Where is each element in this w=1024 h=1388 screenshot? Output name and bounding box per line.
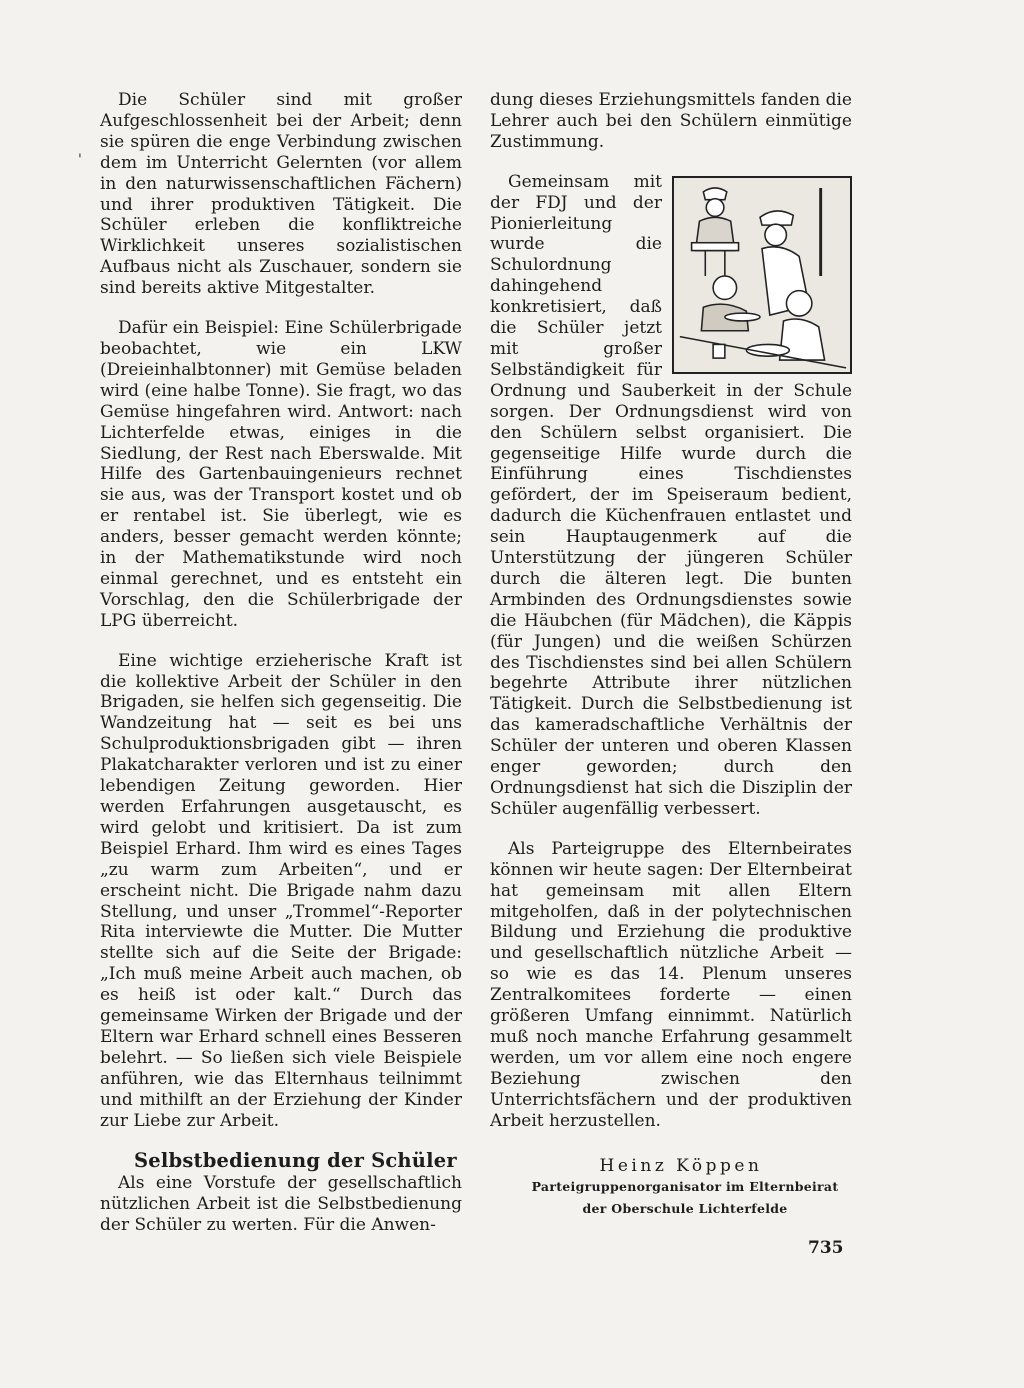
section-heading: Selbstbedienung der Schüler [134,1148,457,1172]
right-column [490,90,852,1220]
author-role-line1: Parteigruppenorganisator im Elternbeirat [531,1179,839,1195]
paragraph-with-figure-block [490,172,852,820]
illustration-table-service [672,176,852,374]
paragraph-brigade: Eine wichtige erzieherische Kraft ist die kollektive Arbeit der Schüler in den Brigaden, sie helfen sich gegenseitig. Die Wandzeitung hat — seit es bei uns Schulproduktionsbrigaden gibt — ihren Plakatcharakter verloren und ist zu einer lebendigen Zeitung geworden. Hier werden Erfahrungen ausgetauscht, es wird gelobt und kritisiert. Da ist zum Beispiel Erhard. Ihm wird es eines Tages „zu warm zum Arbeiten“, und er erscheint nicht. Die Brigade nahm dazu Stellung, und unser „Trommel“-Reporter Rita interviewte die Mutter. Die Mutter stellte sich auf die Seite der Brigade: „Ich muß meine Arbeit auch machen, ob es heiß ist oder kalt.“ Durch das gemeinsame Wirken der Brigade und der Eltern war Erhard schnell eines Besseren belehrt. — So ließen sich viele Beispiele anführen, wie das Elternhaus teilnimmt und mithilft an der Erziehung der Kinder zur Liebe zur Arbeit. [100,650,462,1131]
paragraph-example: Dafür ein Beispiel: Eine Schülerbrigade beobachtet, wie ein LKW (Dreieinhalbtonner) mit Gemüse beladen wird (eine halbe Tonne). Sie fragt, wo das Gemüse hingefahren wird. Antwort: nach Lichterfelde etwas, einiges in die Siedlung, der Rest nach Eberswalde. Mit Hilfe des Gartenbauingenieurs rechnet sie aus, was der Transport kostet und ob er rentabel ist. Sie überlegt, wie es anders, besser gemacht werden könnte; in der Mathematikstunde wird noch einmal gerechnet, und es entsteht ein Vorschlag, den die Schülerbrigade der LPG überreicht. [100,318,462,631]
author-role-line2: der Oberschule Lichterfelde [582,1201,788,1217]
paragraph-self-service: Als eine Vorstufe der gesellschaftlich nützlichen Arbeit ist die Selbstbedienung der Schüler zu werten. Für die Anwen- [100,1173,462,1236]
illustration-drawing [674,178,850,372]
author-name: Heinz Köppen [599,1155,763,1176]
left-column [100,90,462,1236]
margin-mark: ' [78,152,82,168]
page-number: 735 [808,1238,844,1258]
paragraph-order-service: Gemeinsam mit der FDJ und der Pionierleitung wurde die Schulordnung dahingehend konkretisiert, daß die Schüler jetzt mit großer Selbständigkeit für Ordnung und Sauberkeit in der Schule sorgen. Der Ordnungsdienst wird von den Schülern selbst organisiert. Die gegenseitige Hilfe wurde durch die Einführung eines Tischdienstes gefördert, der im Speiseraum bedient, dadurch die Küchenfrauen entlastet und sein Hauptaugenmerk auf die Unterstützung der jüngeren Schüler durch die älteren legt. Die bunten Armbinden des Ordnungsdienstes sowie die Häubchen (für Mädchen), die Käppis (für Jungen) und die weißen Schürzen des Tischdienstes sind bei allen Schülern begehrte Attribute ihrer nützlichen Tätigkeit. Durch die Selbstbedienung ist das kameradschaftliche Verhältnis der Schüler der unteren und oberen Klassen enger geworden; durch den Ordnungsdienst hat sich die Disziplin der Schüler augenfällig verbessert. [490,171,852,819]
paragraph-intro: Die Schüler sind mit großer Aufgeschlossenheit bei der Arbeit; denn sie spüren die enge Verbindung zwischen dem im Unterricht Gelernten (vor allem in den naturwissenschaftlichen Fächern) und ihrer produktiven Tätigkeit. Die Schüler erleben die konfliktreiche Wirklichkeit unseres sozialistischen Aufbaus nicht als Zuschauer, sondern sie sind bereits aktive Mitgestalter. [100,90,462,299]
paragraph-closing: Als Parteigruppe des Elternbeirates können wir heute sagen: Der Elternbeirat hat gemeinsam mit allen Eltern mitgeholfen, daß in der polytechnischen Bildung und Erziehung die produktive und gesellschaftlich nützliche Arbeit — so wie es das 14. Plenum unseres Zentralkomitees forderte — einen größeren Umfang einnimmt. Natürlich muß noch manche Erfahrung gesammelt werden, um vor allem eine noch engere Beziehung zwischen den Unterrichtsfächern und der produktiven Arbeit herzustellen. [490,838,852,1131]
paragraph-continuation: dung dieses Erziehungsmittels fanden die Lehrer auch bei den Schülern einmütige Zustimmung. [490,90,852,152]
